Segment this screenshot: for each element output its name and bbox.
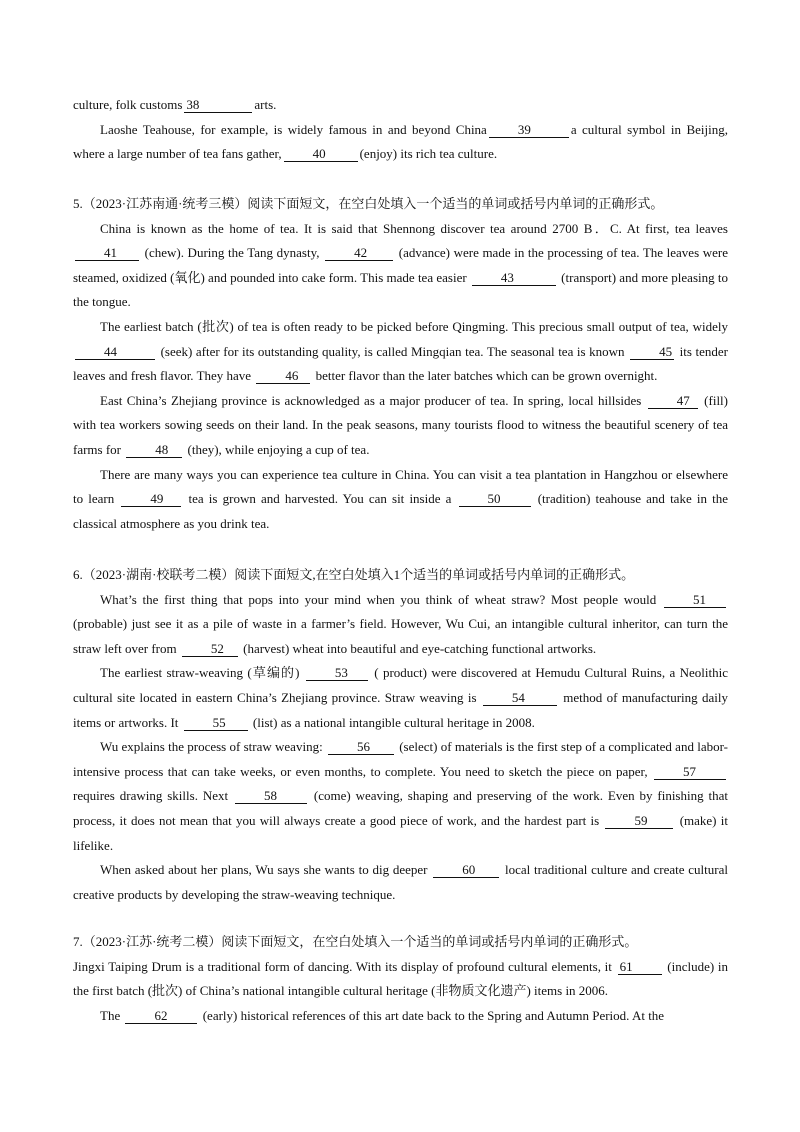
paragraph: The 62 (early) historical references of this art date back to the Spring and Autumn Period. At the — [100, 1007, 665, 1023]
blank-55[interactable]: 55 — [184, 715, 248, 731]
blank-43[interactable]: 43 — [472, 270, 556, 286]
blank-40[interactable]: 40 — [284, 146, 358, 162]
blank-62[interactable]: 62 — [125, 1008, 197, 1024]
section-heading: 6.（2023·湖南·校联考二模）阅读下面短文,在空白处填入1个适当的单词或括号内单词的正确形式。 — [73, 567, 635, 582]
blank-48[interactable]: 48 — [126, 442, 182, 458]
blank-54[interactable]: 54 — [483, 690, 557, 706]
blank-45[interactable]: 45 — [630, 344, 674, 360]
blank-53[interactable]: 53 — [306, 665, 368, 681]
paragraph: East China’s Zhejiang province is acknowledged as a major producer of tea. In spring, local hillsides 47 (fill) with tea workers sowing seeds on their land. In the peak seasons, many tourists flood to witness the beautiful scenery of tea farms for 48 (they), while enjoying a cup of tea. — [73, 392, 728, 457]
paragraph: Jingxi Taiping Drum is a traditional form of dancing. With its display of profound cultural elements, it 61 (include) in the first batch (批次) of China’s national intangible cultural heritage (非物质文化遗产) items in 2006. — [73, 958, 728, 999]
paragraph: When asked about her plans, Wu says she wants to dig deeper 60 local traditional culture and create cultural creative products by developing the straw-weaving technique. — [73, 862, 728, 902]
blank-58[interactable]: 58 — [235, 788, 307, 804]
paragraph: Wu explains the process of straw weaving: 56 (select) of materials is the first step of a complicated and labor-intensive process that can take weeks, or even months, to complete. You need to sketch the piece on paper, 57 requires drawing skills. Next 58 (come) weaving, shaping and preserving of the work. Even by finishing that process, it does not mean that you will always create a good piece of work, and the hardest part is 59 (make) it lifelike. — [73, 739, 728, 853]
section-heading: 7.（2023·江苏·统考二模）阅读下面短文，在空白处填入一个适当的单词或括号内单词的正确形式。 — [73, 934, 638, 949]
blank-44[interactable]: 44 — [75, 344, 155, 360]
blank-49[interactable]: 49 — [121, 491, 181, 507]
blank-41[interactable]: 41 — [75, 245, 139, 261]
blank-38[interactable]: 38 — [184, 97, 252, 113]
blank-59[interactable]: 59 — [605, 813, 673, 829]
blank-47[interactable]: 47 — [648, 393, 698, 409]
blank-50[interactable]: 50 — [459, 491, 531, 507]
blank-61[interactable]: 61 — [618, 959, 662, 975]
section-5 — [73, 192, 728, 536]
paragraph: culture, folk customs 38 arts. — [73, 97, 277, 112]
blank-56[interactable]: 56 — [328, 739, 394, 755]
section-heading: 5.（2023·江苏南通·统考三模）阅读下面短文，在空白处填入一个适当的单词或括号内单词的正确形式。 — [73, 196, 664, 211]
paragraph: The earliest batch (批次) of tea is often ready to be picked before Qingming. This precious small output of tea, widely 44 (seek) after for its outstanding quality, is called Mingqian tea. The seasonal tea is known 45 its tender leaves and fresh flavor. They have 46 better flavor than the later batches which can be grown overnight. — [73, 318, 729, 384]
paragraph: What’s the first thing that pops into your mind when you think of wheat straw? Most people would 51 (probable) just see it as a pile of waste in a farmer’s field. However, Wu Cui, an intangible cultural inheritor, can turn the straw left over from 52 (harvest) wheat into beautiful and eye-catching functional artworks. — [73, 591, 728, 656]
paragraph: There are many ways you can experience tea culture in China. You can visit a tea plantation in Hangzhou or elsewhere to learn 49 tea is grown and harvested. You can sit inside a 50 (tradition) teahouse and take in the classical atmosphere as you drink tea. — [73, 466, 728, 531]
passage-continuation — [73, 93, 728, 167]
blank-60[interactable]: 60 — [433, 862, 499, 878]
blank-42[interactable]: 42 — [325, 245, 393, 261]
blank-39[interactable]: 39 — [489, 122, 569, 138]
paragraph: China is known as the home of tea. It is said that Shennong discover tea around 2700 B．C. At first, tea leaves 41 (chew). During the Tang dynasty, 42 (advance) were made in the processing of tea. The leaves were steamed, oxidized (氧化) and pounded into cake form. This made tea easier 43 (transport) and more pleasing to the tongue. — [73, 220, 729, 310]
blank-57[interactable]: 57 — [654, 764, 726, 780]
section-6 — [73, 563, 728, 907]
paragraph: The earliest straw-weaving (草编的) 53 ( product) were discovered at Hemudu Cultural Ruins, a Neolithic cultural site located in eastern China’s Zhejiang province. Straw weaving is 54 method of manufacturing daily items or artworks. It 55 (list) as a national intangible cultural heritage in 2008. — [73, 665, 728, 730]
blank-46[interactable]: 46 — [256, 368, 310, 384]
blank-51[interactable]: 51 — [664, 592, 726, 608]
paragraph: Laoshe Teahouse, for example, is widely famous in and beyond China 39 a cultural symbol in Beijing, where a large number of tea fans gather, 40 (enjoy) its rich tea culture. — [73, 121, 728, 162]
section-7 — [73, 930, 728, 1028]
blank-52[interactable]: 52 — [182, 641, 238, 657]
